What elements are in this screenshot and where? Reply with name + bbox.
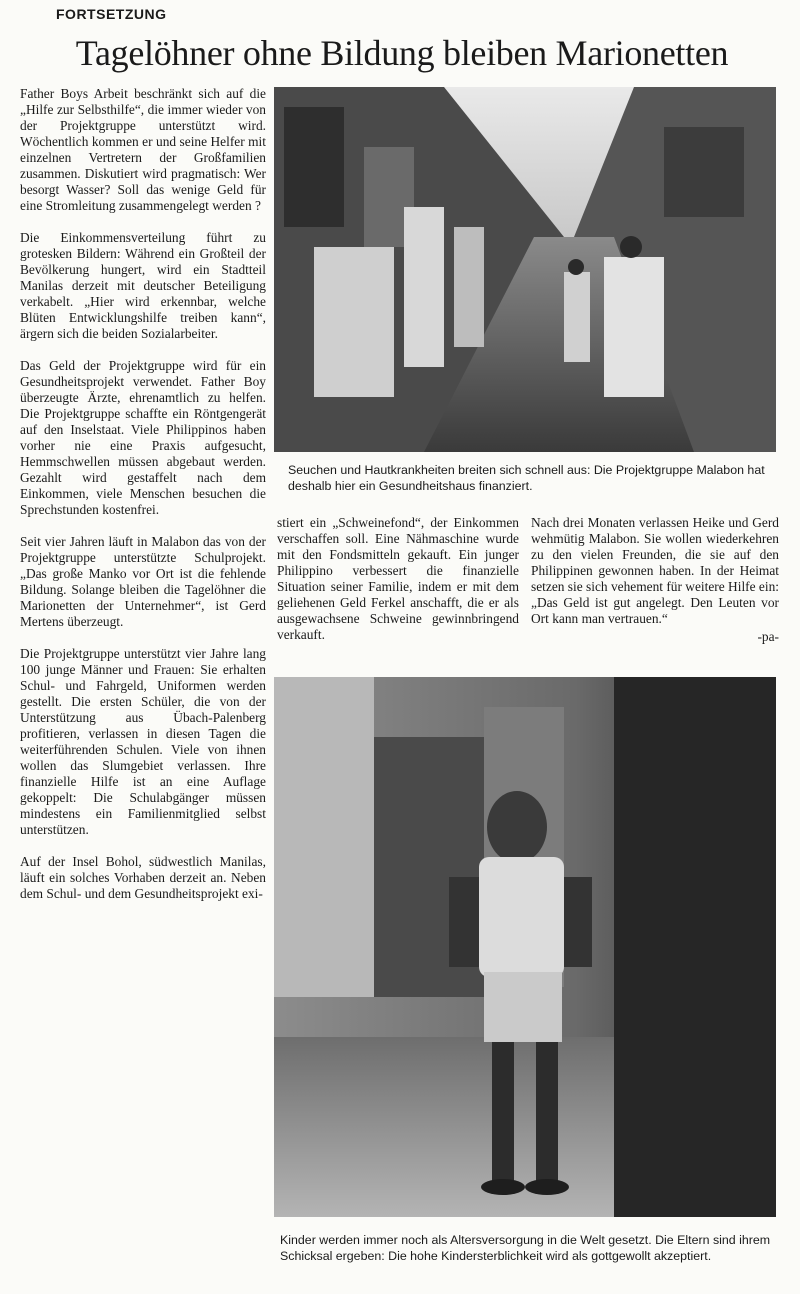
photo-slum-alley	[274, 87, 776, 452]
paragraph: Das Geld der Projektgruppe wird für ein Gesundheitsprojekt verwendet. Father Boy überzeugte Ärzte, ehrenamtlich zu helfen. Die Projektgruppe schaffte ein Röntgengerät auf den Inselstaat. Viele Philippinos haben vorher nie eine Praxis aufgesucht, Hemmschwellen müssen abgebaut werden. Gezahlt wird gestaffelt nach dem Einkommen, viele Menschen besuchen die Sprechstunden kostenfrei.	[20, 358, 266, 517]
author-signature: -pa-	[757, 629, 779, 644]
column-1	[20, 86, 266, 918]
column-3	[531, 515, 779, 645]
paragraph: Father Boys Arbeit beschränkt sich auf die „Hilfe zur Selbsthilfe“, die immer wieder von der Projektgruppe unterstützt wird. Wöchentlich kommen er und seine Helfer mit einzelnen Vertretern der Großfamilien zusammen. Diskutiert wird pragmatisch: Wer besorgt Wasser? Soll das wenige Geld für eine Stromleitung zusammengelegt werden ?	[20, 86, 266, 213]
kicker: FORTSETZUNG	[56, 6, 167, 22]
paragraph: Die Einkommensverteilung führt zu grotesken Bildern: Während ein Großteil der Bevölkerung hungert, wird ein Stadtteil Manilas derzeit mit deutscher Beteiligung verkabelt. „Hier wird erkennbar, welche Blüten Entwicklungshilfe treiben kann“, ärgern sich die beiden Sozialarbeiter.	[20, 230, 266, 341]
paragraph: stiert ein „Schweinefond“, der Einkommen verschaffen soll. Eine Nähmaschine wurde mit den Fondsmitteln gekauft. Ein junger Philippino verbessert die finanzielle Situation seiner Familie, indem er mit dem geliehenen Geld Ferkel anschafft, die er als ausgewachsene Schweine gewinnbringend verkauft.	[277, 515, 519, 642]
paragraph: Auf der Insel Bohol, südwestlich Manilas, läuft ein solches Vorhaben derzeit an. Neben dem Schul- und dem Gesundheitsprojekt exi-	[20, 854, 266, 901]
column-2	[277, 515, 519, 659]
photo-caption: Seuchen und Hautkrankheiten breiten sich schnell aus: Die Projektgruppe Malabon hat deshalb hier ein Gesundheitshaus finanziert.	[288, 463, 765, 493]
paragraph: Nach drei Monaten verlassen Heike und Gerd wehmütig Malabon. Sie wollen wiederkehren zu den vielen Freunden, die sie auf den Philippinen gewonnen haben. In der Heimat setzen sie sich vehement für weitere Hilfe ein: „Das Geld ist gut angelegt. Den Leuten vor Ort kann man vertrauen.“	[531, 515, 779, 626]
photo-child-in-alley	[274, 677, 776, 1217]
paragraph: Die Projektgruppe unterstützt vier Jahre lang 100 junge Männer und Frauen: Sie erhalten Schul- und Fahrgeld, Uniformen werden gestellt. Die ersten Schüler, die von der Unterstützung aus Übach-Palenberg profitieren, verlassen in diesen Tagen die weiterführenden Schulen. Viele von ihnen wollen das Slumgebiet verlassen. Ihre finanzielle Hilfe ist an eine Auflage gekoppelt: Die Schulabgänger müssen mindestens ein Familienmitglied selbst unterstützen.	[20, 646, 266, 837]
headline: Tagelöhner ohne Bildung bleiben Marionetten	[75, 33, 729, 73]
photo-caption: Kinder werden immer noch als Altersversorgung in die Welt gesetzt. Die Eltern sind ihrem Schicksal ergeben: Die hohe Kindersterblichkeit wird als gottgewollt akzeptiert.	[280, 1233, 771, 1263]
paragraph: Seit vier Jahren läuft in Malabon das von der Projektgruppe unterstützte Schulprojekt. „Das große Manko vor Ort ist die fehlende Bildung. Solange bleiben die Tagelöhner die Marionetten der Unternehmer“, ist Gerd Mertens überzeugt.	[20, 534, 266, 629]
